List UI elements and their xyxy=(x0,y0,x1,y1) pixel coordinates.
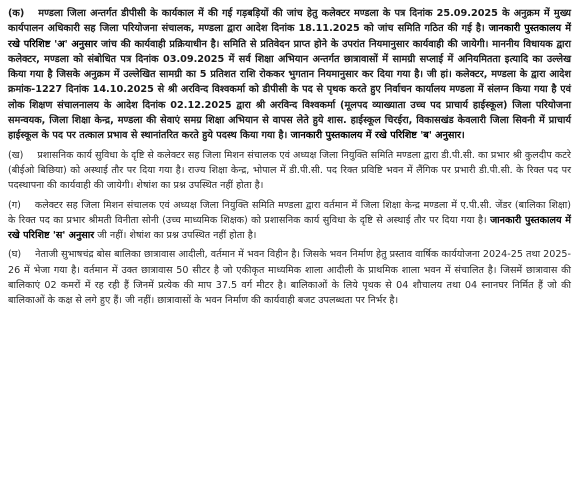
para-text: प्रशासनिक कार्य सुविधा के दृष्टि से कलेक्टर सह जिला मिशन संचालक एवं अध्यक्ष जिला नियुक्ति समिति मण्डला द्वारा डी.पी.सी. का प्रभार श्री कुलदीप कटरे (बीईओ बिछिया) को अस्थाई तौर पर दिया गया है। राज्य शिक्षा केन्द्र, भोपाल में डी.पी.सी. पद रिक्त प्रविष्टि भवन में लैंगिक पर प्रभारी डी.पी.सी. के रिक्त पद पर पदस्थापना की कार्यवाही की जायेगी। शेषांश का प्रश्न उपस्थित नहीं होता है। xyxy=(8,149,571,192)
paragraph-ga xyxy=(8,198,571,244)
paragraph-kha xyxy=(8,148,571,194)
para-text: अनुक्रम में मुख्य कार्यपालन अधिकारी सह जिला परियोजना संचालक, मण्डला द्वारा आदेश दिनांक 18.11.2025 को जांच समिति गठित की गई है। xyxy=(8,8,571,35)
para-text: समिति से प्रतिवेदन प्राप्त होने के उपरांत नियमानुसार कार्यवाही की जायेगी। xyxy=(223,38,489,50)
para-text: कलेक्टर सह जिला मिशन संचालक एवं अध्यक्ष जिला नियुक्ति समिति मण्डला द्वारा वर्तमान में जिला शिक्षा केन्द्र मण्डला में ए.पी.सी. जेंडर (बालिका शिक्षा) के रिक्त पद का प्रभार श्रीमती विनीता सोनी (उच्च माध्यमिक शिक्षक) को प्रशासनिक कार्य सुविधा के दृष्टि से अस्थाई तौर पर दिया गया है। xyxy=(8,199,571,226)
paragraph-label: (ग) xyxy=(8,199,21,211)
para-text: जी नहीं। शेषांश का प्रश्न उपस्थित नहीं होता है। xyxy=(97,230,257,242)
paragraph-label: (ख) xyxy=(8,149,24,161)
library-reference: जानकारी पुस्तकालय में रखे परिशिष्ट 'अ' अनुसार xyxy=(8,23,571,50)
para-text: नेताजी सुभाषचंद्र बोस बालिका छात्रावास आदीली, वर्तमान में भवन विहीन है। जिसके भवन निर्माण हेतु प्रस्ताव वार्षिक कार्ययोजना 2024-25 तथा 2025-26 में भेजा गया है। वर्तमान में उक्त छात्रावास 50 सीटर है जो एकीकृत माध्यमिक शाला आदीली के प्राथमिक शाला भवन में संचालित है। जिसमें छात्रावास की बालिकाएं 02 कमरों में रह रही हैं जिनमें प्रत्येक की माप 37.5 वर्ग मीटर है। बालिकाओं के लिये पृथक से 04 शौचालय तथा 04 स्नानघर निर्मित हैं जो की बालिकाओं के कक्ष से लगे हुए हैं। जी नहीं। छात्रावासों के भवन निर्माण की कार्यवाही बजट उपलब्धता पर निर्भर है। xyxy=(8,249,571,307)
library-reference: जानकारी पुस्तकालय में रखे परिशिष्ट 'स' अनुसार xyxy=(8,214,571,242)
paragraph-ka xyxy=(8,6,571,144)
para-text: माननीय विधायक द्वारा कलेक्टर, मण्डला को संबोधित पत्र दिनांक 03.09.2025 में सर्व शिक्षा अभियान अन्तर्गत छात्रावासों में सामग्री सप्लाई में अनियमितता इत्यादि का उल्लेख किया गया है xyxy=(8,38,572,81)
paragraph-label: (क) xyxy=(8,8,25,19)
library-reference: जानकारी पुस्तकालय में रखे परिशिष्ट 'ब' अनुसार। xyxy=(290,130,465,142)
para-text: मण्डला जिला अन्तर्गत डीपीसी के कार्यकाल में की गई गड़बड़ियों की जांच हेतु कलेक्टर मण्डला के पत्र दिनांक 25.09.2025 के xyxy=(38,8,510,19)
para-text: जांच की कार्यवाही प्रक्रियाधीन है। xyxy=(101,38,220,50)
para-text: जिसके अनुक्रम में उल्लेखित सामग्री का 5 प्रतिशत राशि रोककर भुगतान नियमानुसार कर दिया गया है। जी हां। कलेक्टर, मण्डला के द्वारा आदेश क्रमांक-1227 दिनांक 14.10.2025 से श्री अरविन्द विश्वकर्मा को डीपीसी के पद से पृथक करते हुए निर्वाचन कार्यालय मण्डला में संलग्न किया गया है एवं लोक शिक्षण संचालनालय के आदेश दिनांक 02.12.2025 द्वारा श्री अरविन्द विश्वकर्मा (मूलपद व्याख्याता उच्च पद प्राचार्य हाईस्कूल) जिला परियोजना समन्वयक, जिला शिक्षा केन्द्र, मण्डला की सेवाएं समग्र शिक्षा अभियान से वापस लेते हुये शास. हाईस्कूल चिरईरा, विकासखंड केवलारी जिला सिवनी में प्राचार्य हाईस्कूल के पद पर तत्काल प्रभाव से स्थानांतरित करते हुये पदस्थ किया गया है। xyxy=(8,69,572,142)
paragraph-label: (घ) xyxy=(8,249,22,261)
paragraph-gha xyxy=(8,247,571,308)
